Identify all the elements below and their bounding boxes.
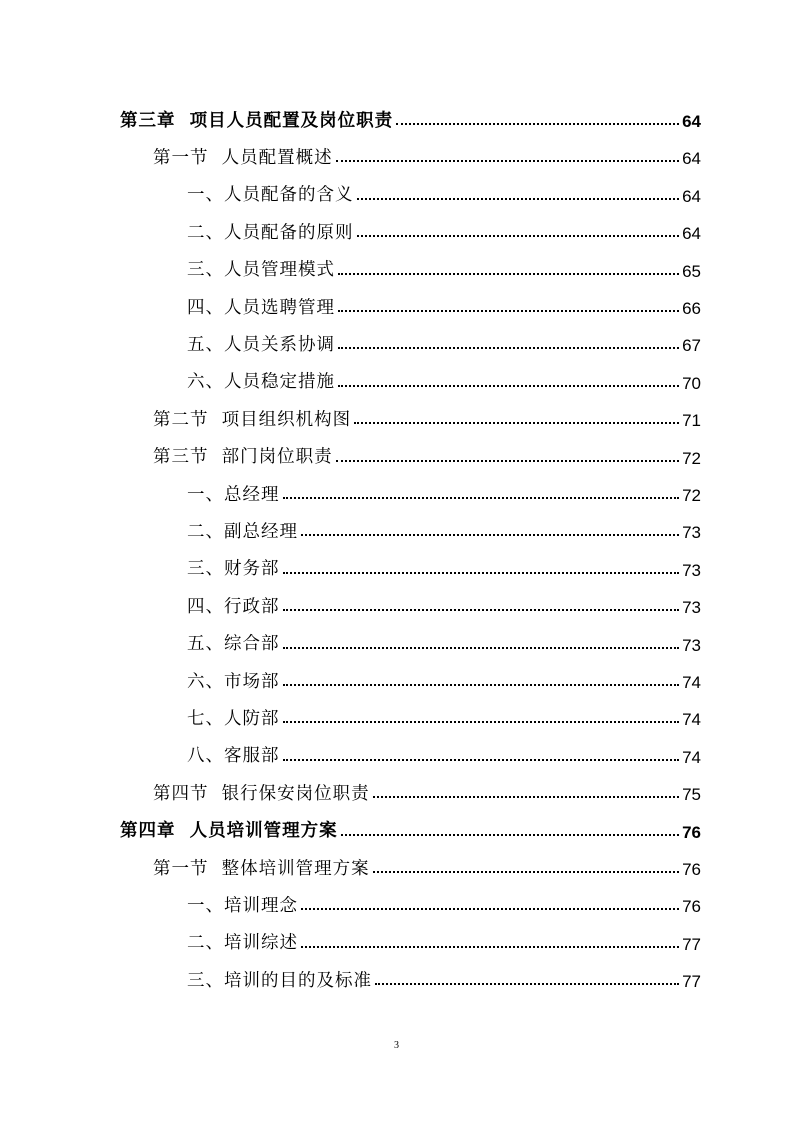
toc-entry-page-number: 72 — [682, 486, 701, 505]
toc-entry-page-number: 65 — [682, 261, 701, 281]
toc-entry-item[interactable] — [187, 661, 701, 691]
toc-entry-item[interactable] — [187, 175, 701, 205]
toc-entry-item[interactable] — [187, 549, 701, 579]
toc-entry-item[interactable] — [187, 474, 701, 504]
toc-dot-leader — [338, 273, 679, 275]
toc-dot-leader — [301, 534, 679, 536]
toc-entry-title: 二、副总经理 — [187, 521, 298, 542]
toc-dot-leader — [283, 647, 680, 649]
toc-entry-item[interactable] — [187, 923, 701, 953]
toc-entry-item[interactable] — [187, 624, 701, 654]
toc-entry-page-number: 74 — [682, 673, 701, 692]
toc-dot-leader — [283, 759, 680, 761]
toc-entry-title: 四、人员选聘管理 — [187, 297, 335, 318]
toc-dot-leader — [373, 871, 679, 873]
toc-entry-page-number: 67 — [682, 336, 701, 356]
toc-dot-leader — [338, 347, 679, 349]
toc-dot-leader — [338, 385, 679, 387]
toc-entry-page-number: 73 — [682, 560, 701, 580]
toc-entry-page-number: 71 — [682, 411, 701, 431]
toc-entry-item[interactable] — [187, 362, 701, 392]
toc-dot-leader — [375, 983, 679, 985]
toc-entry-page-number: 64 — [682, 224, 701, 244]
toc-dot-leader — [354, 422, 679, 424]
toc-dot-leader — [283, 721, 680, 723]
toc-dot-leader — [341, 834, 679, 836]
toc-entry-section[interactable] — [153, 137, 701, 167]
toc-entry-title: 四、行政部 — [187, 596, 280, 617]
toc-dot-leader — [301, 946, 679, 948]
toc-entry-page-number: 72 — [682, 448, 701, 468]
toc-entry-page-number: 73 — [682, 523, 701, 543]
toc-entry-page-number: 70 — [682, 373, 701, 393]
toc-dot-leader — [357, 198, 680, 200]
toc-entry-chapter[interactable] — [120, 811, 701, 841]
toc-entry-page-number: 74 — [682, 710, 701, 730]
toc-entry-section[interactable] — [153, 399, 701, 429]
toc-entry-page-number: 75 — [682, 785, 701, 805]
toc-entry-title: 一、培训理念 — [187, 895, 298, 916]
toc-entry-title: 五、综合部 — [187, 634, 280, 655]
toc-entry-title: 三、财务部 — [187, 559, 280, 580]
toc-entry-section[interactable] — [153, 437, 701, 467]
toc-entry-page-number: 77 — [682, 934, 701, 954]
toc-dot-leader — [336, 460, 679, 462]
toc-entry-title: 第三节 部门岗位职责 — [153, 447, 333, 468]
toc-dot-leader — [283, 609, 680, 611]
toc-dot-leader — [283, 497, 680, 499]
toc-entry-title: 第一节 整体培训管理方案 — [153, 858, 370, 879]
toc-entry-page-number: 64 — [682, 149, 701, 169]
toc-entry-item[interactable] — [187, 885, 701, 915]
toc-entry-item[interactable] — [187, 212, 701, 242]
toc-entry-title: 八、客服部 — [187, 746, 280, 767]
toc-entry-item[interactable] — [187, 287, 701, 317]
toc-entry-item[interactable] — [187, 698, 701, 728]
toc-dot-leader — [283, 684, 680, 686]
toc-entry-item[interactable] — [187, 586, 701, 616]
toc-entry-section[interactable] — [153, 848, 701, 878]
toc-dot-leader — [336, 160, 679, 162]
toc-dot-leader — [283, 572, 680, 574]
toc-entry-page-number: 76 — [682, 897, 701, 917]
toc-entry-page-number: 76 — [682, 860, 701, 879]
toc-entry-title: 第四节 银行保安岗位职责 — [153, 783, 370, 804]
toc-entry-page-number: 64 — [682, 112, 701, 131]
toc-entry-item[interactable] — [187, 960, 701, 990]
toc-entry-section[interactable] — [153, 773, 701, 803]
toc-entry-title: 第一节 人员配置概述 — [153, 147, 333, 168]
toc-entry-title: 三、培训的目的及标准 — [187, 970, 372, 991]
toc-entry-title: 一、人员配备的含义 — [187, 185, 354, 206]
toc-entry-title: 第二节 项目组织机构图 — [153, 409, 352, 430]
toc-entry-item[interactable] — [187, 250, 701, 280]
toc-dot-leader — [338, 310, 679, 312]
toc-entry-page-number: 77 — [682, 972, 701, 992]
toc-entry-title: 二、人员配备的原则 — [187, 222, 354, 243]
toc-entry-title: 二、培训综述 — [187, 933, 298, 954]
toc-dot-leader — [301, 908, 679, 910]
toc-entry-page-number: 74 — [682, 747, 701, 767]
toc-entry-page-number: 73 — [682, 598, 701, 618]
toc-entry-page-number: 73 — [682, 635, 701, 655]
toc-entry-title: 三、人员管理模式 — [187, 260, 335, 281]
toc-entry-page-number: 64 — [682, 186, 701, 206]
toc-entry-title: 第三章 项目人员配置及岗位职责 — [120, 110, 394, 131]
toc-entry-title: 六、人员稳定措施 — [187, 372, 335, 393]
toc-entry-item[interactable] — [187, 511, 701, 541]
toc-dot-leader — [396, 123, 679, 125]
toc-dot-leader — [373, 796, 679, 798]
toc-entry-item[interactable] — [187, 736, 701, 766]
toc-entry-page-number: 76 — [682, 822, 701, 842]
toc-entry-title: 一、总经理 — [187, 484, 280, 505]
toc-entry-title: 六、市场部 — [187, 671, 280, 692]
toc-entry-item[interactable] — [187, 324, 701, 354]
page-number: 3 — [394, 1040, 399, 1051]
toc-entry-title: 五、人员关系协调 — [187, 334, 335, 355]
toc-entry-title: 第四章 人员培训管理方案 — [120, 821, 338, 842]
toc-entry-page-number: 66 — [682, 299, 701, 318]
toc-entry-title: 七、人防部 — [187, 708, 280, 729]
toc-entry-chapter[interactable] — [120, 100, 701, 130]
toc-dot-leader — [357, 235, 680, 237]
